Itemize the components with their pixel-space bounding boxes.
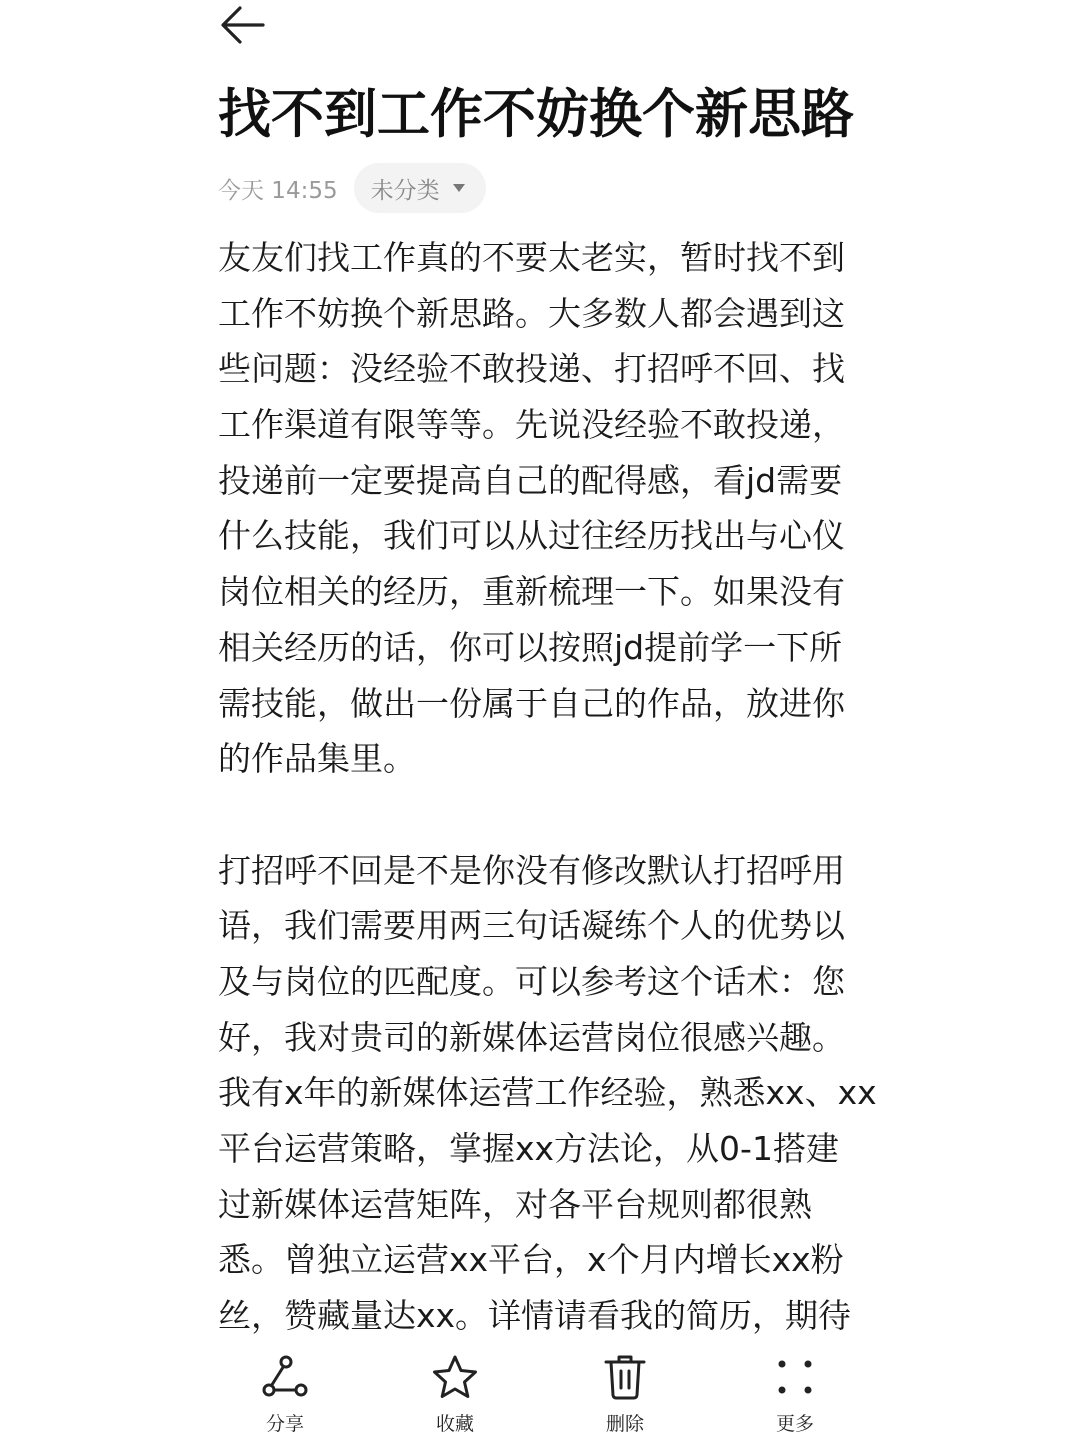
body-line: 需技能，做出一份属于自己的作品，放进你	[218, 683, 845, 723]
back-button[interactable]	[212, 0, 272, 50]
body-line: 投递前一定要提高自己的配得感，看jd需要	[218, 460, 843, 500]
category-dropdown[interactable]	[354, 163, 486, 213]
body-line: 平台运营策略，掌握xx方法论，从0-1搭建	[218, 1129, 839, 1168]
note-body[interactable]	[218, 230, 898, 1345]
favorite-button[interactable]	[395, 1351, 515, 1437]
body-line: 我有x年的新媒体运营工作经验，熟悉xx、xx	[218, 1073, 877, 1113]
more-button[interactable]	[735, 1351, 855, 1437]
note-meta	[218, 163, 486, 213]
delete-label: 删除	[605, 1413, 644, 1435]
note-timestamp: 今天 14:55	[218, 177, 338, 204]
bottom-toolbar	[0, 1345, 1080, 1440]
body-line: 的作品集里。	[218, 739, 416, 779]
body-line: 过新媒体运营矩阵，对各平台规则都很熟	[218, 1184, 812, 1224]
caret-down-icon	[452, 183, 466, 193]
more-label: 更多	[775, 1413, 814, 1435]
paragraph-gap	[218, 787, 898, 843]
body-line: 打招呼不回是不是你没有修改默认打招呼用	[218, 850, 845, 890]
body-line: 工作渠道有限等等。先说没经验不敢投递，	[218, 405, 845, 445]
body-line: 友友们找工作真的不要太老实，暂时找不到	[218, 238, 845, 277]
body-line: 相关经历的话，你可以按照jd提前学一下所	[218, 627, 843, 667]
arrow-left-icon	[219, 5, 265, 45]
body-line: 些问题：没经验不敢投递、打招呼不回、找	[218, 349, 845, 389]
share-icon	[260, 1354, 310, 1400]
category-label: 未分类	[370, 177, 440, 204]
body-line: 及与岗位的匹配度。可以参考这个话术：您	[218, 961, 845, 1001]
share-label: 分享	[265, 1413, 304, 1435]
trash-icon	[602, 1353, 648, 1401]
share-button[interactable]	[225, 1351, 345, 1437]
body-line: 岗位相关的经历，重新梳理一下。如果没有	[218, 572, 845, 612]
more-dots-icon	[775, 1357, 815, 1397]
body-line: 丝，赞藏量达xx。详情请看我的简历，期待	[218, 1296, 852, 1336]
delete-button[interactable]	[565, 1351, 685, 1437]
note-title[interactable]: 找不到工作不妨换个新思路	[218, 84, 854, 145]
body-line: 好，我对贵司的新媒体运营岗位很感兴趣。	[218, 1017, 845, 1057]
favorite-label: 收藏	[435, 1413, 474, 1435]
body-line: 工作不妨换个新思路。大多数人都会遇到这	[218, 293, 845, 333]
star-icon	[431, 1354, 479, 1400]
body-line: 悉。曾独立运营xx平台，x个月内增长xx粉	[218, 1240, 844, 1280]
body-line: 什么技能，我们可以从过往经历找出与心仪	[218, 516, 845, 556]
body-line: 语，我们需要用两三句话凝练个人的优势以	[218, 906, 845, 946]
